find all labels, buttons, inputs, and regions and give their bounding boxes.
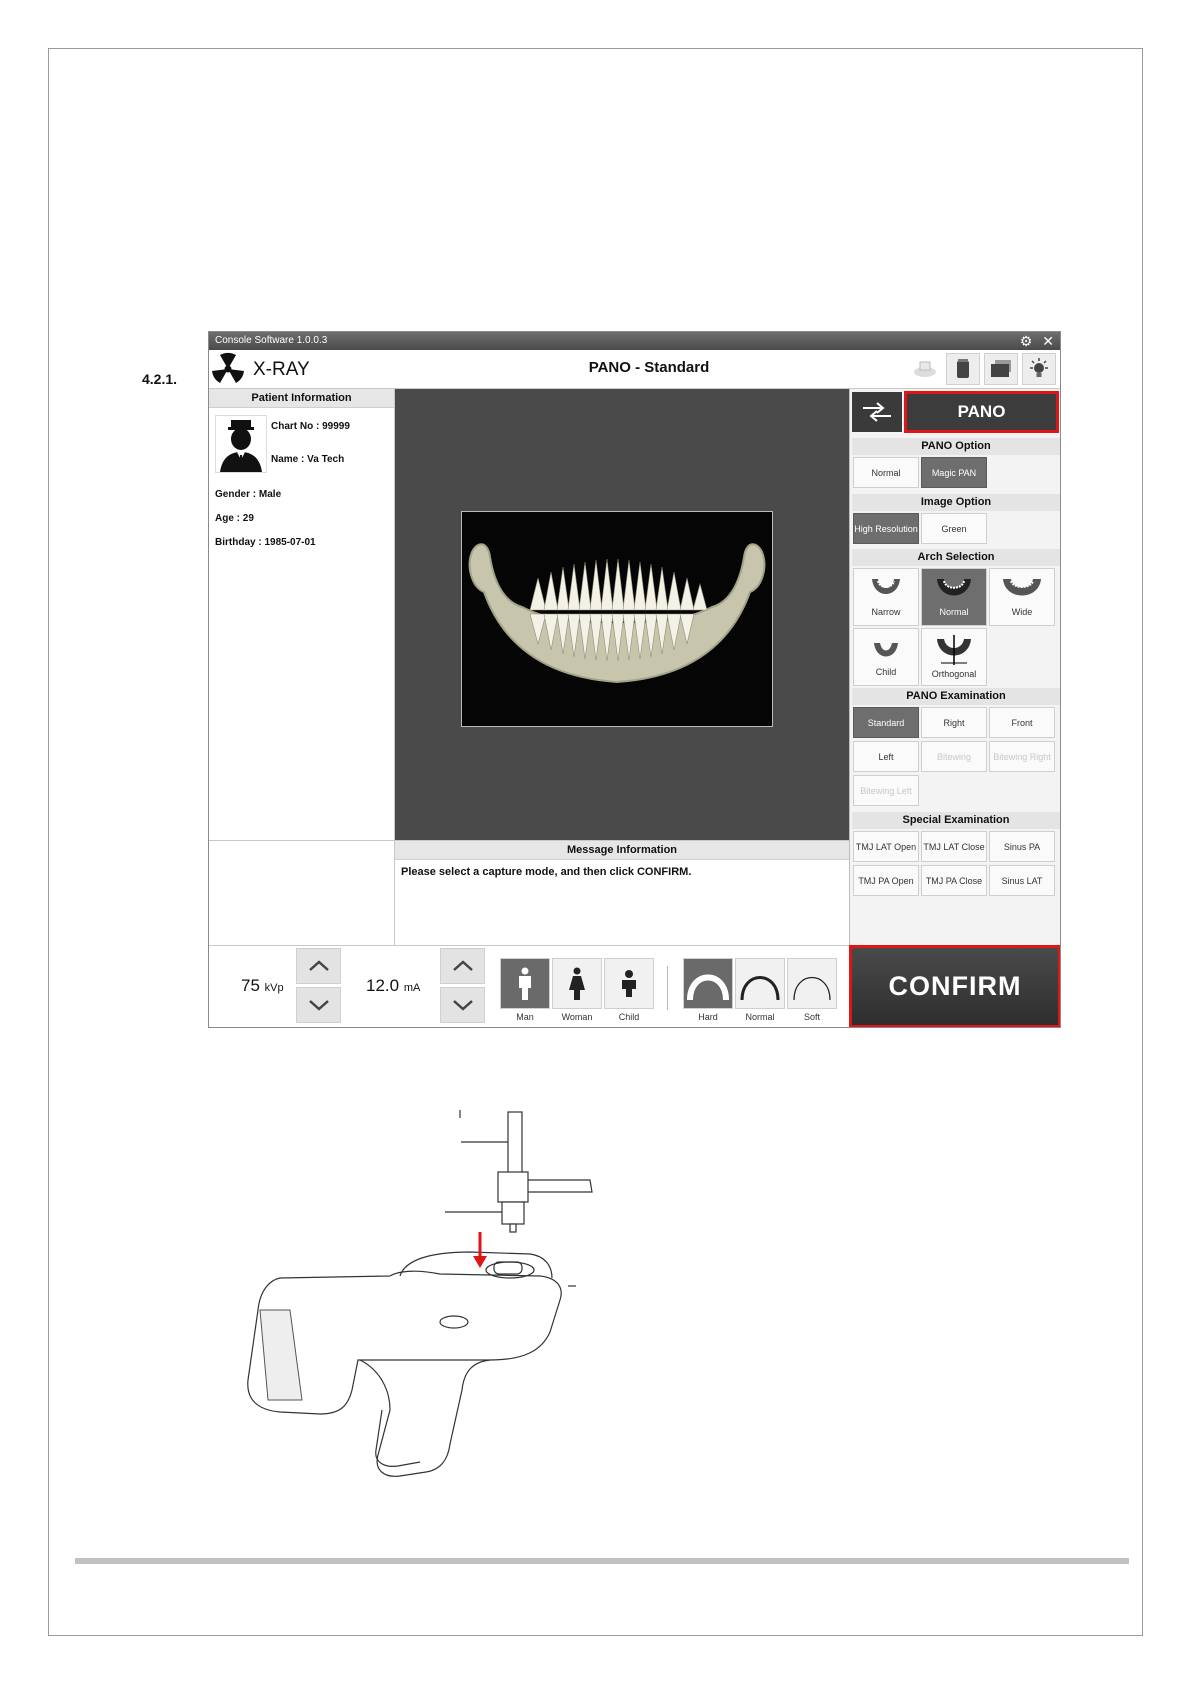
patient-woman-button[interactable] bbox=[552, 958, 602, 1009]
exam-left[interactable]: Left bbox=[853, 741, 919, 772]
arch-hard-button[interactable] bbox=[683, 958, 733, 1009]
patient-woman-label: Woman bbox=[561, 1012, 593, 1022]
section-number: 4.2.1. bbox=[142, 371, 178, 387]
special-tmj-lat-close[interactable]: TMJ LAT Close bbox=[921, 831, 987, 862]
patient-birthday: Birthday : 1985-07-01 bbox=[215, 537, 316, 548]
mode-swap-button[interactable] bbox=[852, 392, 902, 432]
device-status-icon[interactable] bbox=[908, 353, 942, 385]
chevron-up-icon bbox=[452, 960, 474, 972]
pano-option-heading: PANO Option bbox=[852, 438, 1060, 455]
image-preview-area bbox=[395, 389, 849, 840]
message-heading: Message Information bbox=[395, 841, 849, 860]
child-arch-icon bbox=[870, 635, 902, 665]
image-option-high-resolution[interactable]: High Resolution bbox=[853, 513, 919, 544]
radiation-icon bbox=[211, 352, 245, 386]
ma-decrease-button[interactable] bbox=[440, 987, 485, 1023]
console-window bbox=[208, 331, 1061, 1028]
special-sinus-pa[interactable]: Sinus PA bbox=[989, 831, 1055, 862]
left-lower-panel bbox=[209, 840, 395, 946]
arch-narrow-button[interactable]: Narrow bbox=[853, 568, 919, 626]
exam-front[interactable]: Front bbox=[989, 707, 1055, 738]
patient-child-button[interactable] bbox=[604, 958, 654, 1009]
exam-standard[interactable]: Standard bbox=[853, 707, 919, 738]
close-icon[interactable]: ✕ bbox=[1042, 333, 1054, 349]
exam-bitewing-right: Bitewing Right bbox=[989, 741, 1055, 772]
arch-wide-button[interactable]: Wide bbox=[989, 568, 1055, 626]
light-bulb-icon[interactable] bbox=[1022, 353, 1056, 385]
narrow-arch-icon bbox=[868, 575, 904, 605]
chevron-up-icon bbox=[308, 960, 330, 972]
kvp-unit: kVp bbox=[264, 982, 284, 994]
patient-panel bbox=[209, 389, 395, 840]
patient-man-label: Man bbox=[516, 1012, 534, 1022]
settings-gear-icon[interactable]: ⚙ bbox=[1019, 333, 1033, 349]
patient-man-button[interactable] bbox=[500, 958, 550, 1009]
special-tmj-pa-open[interactable]: TMJ PA Open bbox=[853, 865, 919, 896]
image-option-green[interactable]: Green bbox=[921, 513, 987, 544]
arch-normal-button[interactable]: Normal bbox=[921, 568, 987, 626]
app-header bbox=[209, 350, 1060, 389]
ma-increase-button[interactable] bbox=[440, 948, 485, 984]
window-titlebar bbox=[209, 332, 1060, 350]
patient-panel-heading: Patient Information bbox=[209, 389, 394, 408]
orthogonal-arch-icon bbox=[935, 635, 973, 667]
special-tmj-lat-open[interactable]: TMJ LAT Open bbox=[853, 831, 919, 862]
kvp-readout bbox=[241, 976, 284, 996]
exposure-bar bbox=[209, 945, 849, 1028]
arch-child-button[interactable]: Child bbox=[853, 628, 919, 686]
ma-readout bbox=[366, 976, 420, 996]
patient-name: Name : Va Tech bbox=[271, 454, 345, 465]
kvp-value: 75 bbox=[241, 976, 260, 995]
device-illustration bbox=[240, 1110, 620, 1480]
pano-mode-button[interactable]: PANO bbox=[904, 391, 1059, 433]
kvp-increase-button[interactable] bbox=[296, 948, 341, 984]
pano-examination-heading: PANO Examination bbox=[852, 688, 1060, 705]
message-text: Please select a capture mode, and then click CONFIRM. bbox=[401, 866, 692, 878]
hard-arch-icon bbox=[687, 966, 729, 1002]
special-tmj-pa-close[interactable]: TMJ PA Close bbox=[921, 865, 987, 896]
exam-bitewing-left: Bitewing Left bbox=[853, 775, 919, 806]
chevron-down-icon bbox=[308, 999, 330, 1011]
special-examination-heading: Special Examination bbox=[852, 812, 1060, 829]
soft-arch-icon bbox=[791, 966, 833, 1002]
patient-gender: Gender : Male bbox=[215, 489, 282, 500]
kvp-decrease-button[interactable] bbox=[296, 987, 341, 1023]
normal-arch-curve-icon bbox=[739, 966, 781, 1002]
woman-icon bbox=[567, 967, 587, 1001]
pano-option-normal[interactable]: Normal bbox=[853, 457, 919, 488]
panoramic-jaw-image bbox=[461, 511, 773, 727]
arch-hard-label: Hard bbox=[698, 1012, 718, 1022]
man-icon bbox=[515, 967, 535, 1001]
pano-option-magic-pan[interactable]: Magic PAN bbox=[921, 457, 987, 488]
swap-arrows-icon bbox=[861, 401, 893, 423]
patient-avatar bbox=[215, 415, 267, 473]
layers-icon[interactable] bbox=[984, 353, 1018, 385]
patient-child-label: Child bbox=[618, 1012, 640, 1022]
chevron-down-icon bbox=[452, 999, 474, 1011]
chart-number: Chart No : 99999 bbox=[271, 421, 350, 432]
image-option-heading: Image Option bbox=[852, 494, 1060, 511]
options-panel bbox=[849, 389, 1061, 945]
arch-normal-type-button[interactable] bbox=[735, 958, 785, 1009]
arch-soft-button[interactable] bbox=[787, 958, 837, 1009]
patient-age: Age : 29 bbox=[215, 513, 254, 524]
exam-bitewing: Bitewing bbox=[921, 741, 987, 772]
child-icon bbox=[618, 969, 640, 999]
normal-arch-icon bbox=[935, 575, 973, 605]
mode-title: PANO - Standard bbox=[588, 359, 710, 376]
arch-normal-type-label: Normal bbox=[745, 1012, 775, 1022]
bar-divider bbox=[667, 966, 668, 1010]
arch-soft-label: Soft bbox=[803, 1012, 820, 1022]
arch-selection-heading: Arch Selection bbox=[852, 549, 1060, 566]
ma-unit: mA bbox=[403, 982, 421, 994]
window-title: Console Software 1.0.0.3 bbox=[215, 335, 328, 346]
arch-orthogonal-button[interactable]: Orthogonal bbox=[921, 628, 987, 686]
exam-right[interactable]: Right bbox=[921, 707, 987, 738]
message-panel bbox=[395, 840, 849, 946]
footer-rule bbox=[75, 1558, 1129, 1564]
wide-arch-icon bbox=[1002, 575, 1042, 605]
app-name: X-RAY bbox=[253, 359, 310, 380]
confirm-button[interactable]: CONFIRM bbox=[849, 945, 1061, 1028]
special-sinus-lat[interactable]: Sinus LAT bbox=[989, 865, 1055, 896]
ma-value: 12.0 bbox=[366, 976, 400, 995]
sensor-icon[interactable] bbox=[946, 353, 980, 385]
